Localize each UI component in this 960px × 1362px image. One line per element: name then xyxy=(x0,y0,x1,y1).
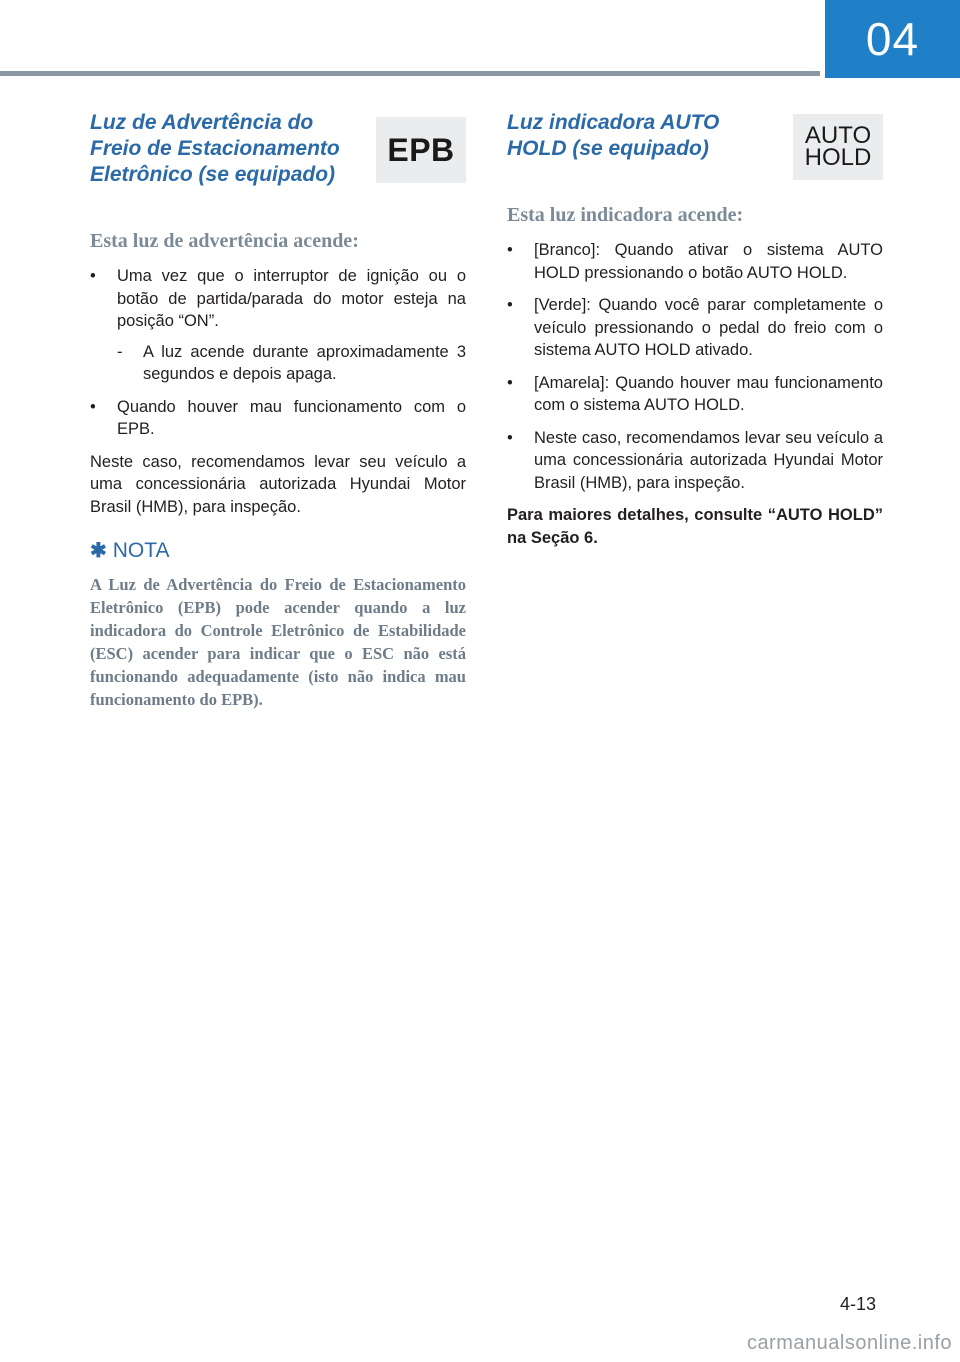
right-column xyxy=(507,110,883,549)
auto-hold-subhead: Esta luz indicadora acende: xyxy=(507,204,744,226)
auto-hold-reference: Para maiores detalhes, consulte “AUTO HOLD” na Seção 6. xyxy=(507,506,883,547)
auto-hold-section-title: Luz indicadora AUTO HOLD (se equipado) xyxy=(507,111,720,160)
auto-hold-bullet-list xyxy=(507,239,883,494)
list-item: • [Amarela]: Quando houver mau funcionamento com o sistema AUTO HOLD. xyxy=(507,373,883,414)
epb-subhead: Esta luz de advertência acende: xyxy=(90,230,359,252)
list-item: • Neste caso, recomendamos levar seu veículo a uma concessionária autorizada Hyundai Motor Brasil (HMB), para inspeção. xyxy=(507,428,883,492)
chapter-tab: 04 xyxy=(825,0,960,78)
watermark: carmanualsonline.info xyxy=(746,1332,952,1354)
note-body: A Luz de Advertência do Freio de Estacionamento Eletrônico (EPB) pode acender quando a luz indicadora do Controle Eletrônico de Estabilidade (ESC) acender para indicar que o ESC não está funcionando adequadamente (isto não indica mau funcionamento do EPB). xyxy=(90,575,466,709)
list-item: • [Verde]: Quando você parar completamente o veículo pressionando o pedal do freio com o sistema AUTO HOLD ativado. xyxy=(507,296,883,359)
note-title: NOTA xyxy=(112,538,170,562)
note-heading xyxy=(90,538,466,563)
list-item: • Quando houver mau funcionamento com o EPB. xyxy=(90,397,466,438)
list-item: • [Branco]: Quando ativar o sistema AUTO HOLD pressionando o botão AUTO HOLD. xyxy=(507,241,883,282)
epb-section-title: Luz de Advertência do Freio de Estacionamento Eletrônico (se equipado) xyxy=(90,111,340,186)
auto-hold-indicator-icon: AUTO HOLD xyxy=(793,114,883,180)
epb-warning-icon: EPB xyxy=(376,117,466,183)
asterisk-icon: ✱ xyxy=(90,540,107,562)
epb-bullet-list xyxy=(90,265,466,441)
epb-paragraph: Neste caso, recomendamos levar seu veículo a uma concessionária autorizada Hyundai Motor Brasil (HMB), para inspeção. xyxy=(90,452,466,516)
sub-list-item: - A luz acende durante aproximadamente 3 segundos e depois apaga. xyxy=(117,342,466,383)
page-number: 4-13 xyxy=(840,1294,877,1314)
list-item: • Uma vez que o interruptor de ignição ou o botão de partida/parada do motor esteja na posição “ON”. - A luz acende durante aproximadamente 3 segundos e depois apaga. xyxy=(90,265,466,386)
header-rule xyxy=(0,71,820,76)
left-column xyxy=(90,110,466,711)
